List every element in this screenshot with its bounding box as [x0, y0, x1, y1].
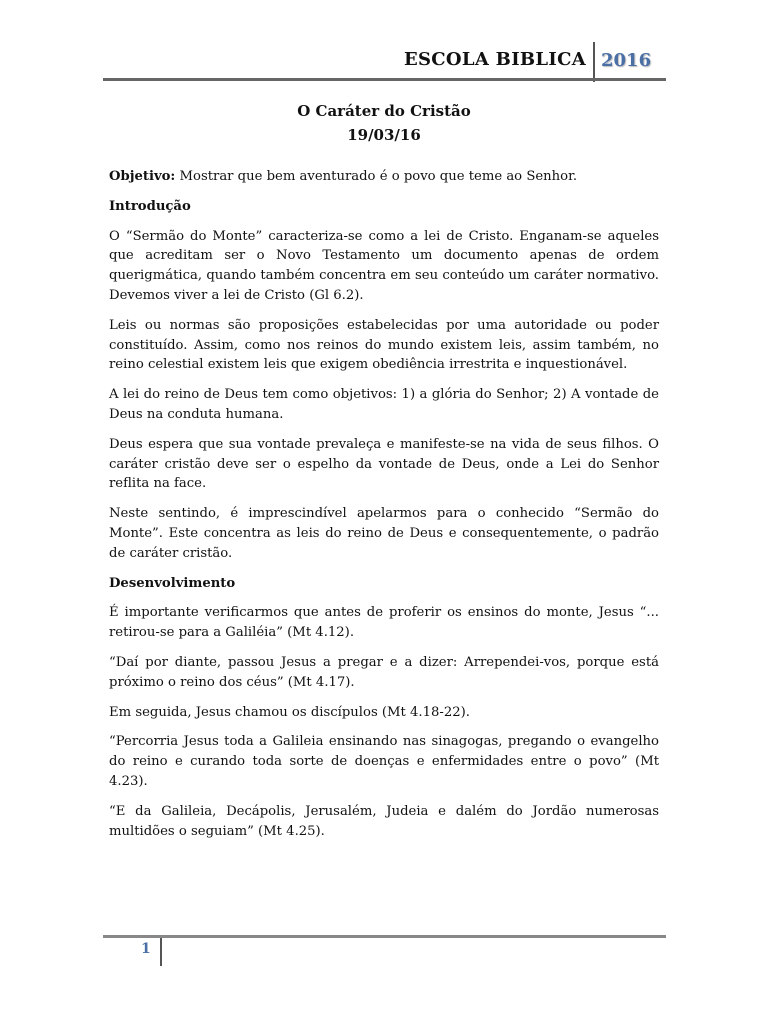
development-paragraph: É importante verificarmos que antes de proferir os ensinos do monte, Jesus “... retirou-se para a Galiléia” (Mt 4.12). — [109, 605, 659, 641]
header-year: 2016 — [601, 50, 652, 71]
intro-paragraph: Neste sentindo, é imprescindível apelarmos para o conhecido “Sermão do Monte”. Este concentra as leis do reino de Deus e consequentemente, o padrão de caráter cristão. — [109, 506, 659, 561]
document-date: 19/03/16 — [347, 126, 421, 144]
development-paragraph: “Daí por diante, passou Jesus a pregar e a dizer: Arrependei-vos, porque está próximo o reino dos céus” (Mt 4.17). — [109, 654, 659, 690]
document-body — [109, 167, 659, 851]
objective-paragraph — [109, 167, 659, 187]
objective-label: Objetivo: — [109, 169, 176, 184]
intro-paragraph: Deus espera que sua vontade prevaleça e manifeste-se na vida de seus filhos. O caráter cristão deve ser o espelho da vontade de Deus, onde a Lei do Senhor reflita na face. — [109, 436, 659, 492]
intro-paragraph: A lei do reino de Deus tem como objetivos: 1) a glória do Senhor; 2) A vontade de Deus na conduta humana. — [109, 387, 659, 422]
development-paragraph: “E da Galileia, Decápolis, Jerusalém, Judeia e dalém do Jordão numerosas multidões o seguiam” (Mt 4.25). — [109, 803, 659, 839]
footer-rule — [103, 935, 666, 938]
document-title: O Caráter do Cristão — [297, 102, 471, 120]
development-paragraph: “Percorria Jesus toda a Galileia ensinando nas sinagogas, pregando o evangelho do reino e curando toda sorte de doenças e enfermidades entre o povo” (Mt 4.23). — [109, 734, 659, 789]
development-heading: Desenvolvimento — [109, 575, 236, 591]
intro-paragraph: Leis ou normas são proposições estabelecidas por uma autoridade ou poder constituído. Assim, como nos reinos do mundo existem leis, assim também, no reino celestial existem leis que exigem obediência irrestrita e inquestionável. — [109, 317, 659, 373]
page-number: 1 — [141, 941, 151, 957]
header-divider — [593, 42, 595, 82]
header-rule — [103, 78, 666, 81]
objective-text: Mostrar que bem aventurado é o povo que teme ao Senhor. — [175, 169, 578, 184]
intro-paragraph: O “Sermão do Monte” caracteriza-se como a lei de Cristo. Enganam-se aqueles que acreditam ser o Novo Testamento um documento apenas de ordem querigmática, quando também concentra em seu conteúdo um caráter normativo. Devemos viver a lei de Cristo (Gl 6.2). — [109, 228, 659, 303]
header-title: ESCOLA BIBLICA — [403, 49, 586, 70]
development-paragraph: Em seguida, Jesus chamou os discípulos (Mt 4.18-22). — [109, 704, 470, 720]
footer-divider — [160, 938, 162, 966]
intro-heading: Introdução — [109, 198, 191, 214]
